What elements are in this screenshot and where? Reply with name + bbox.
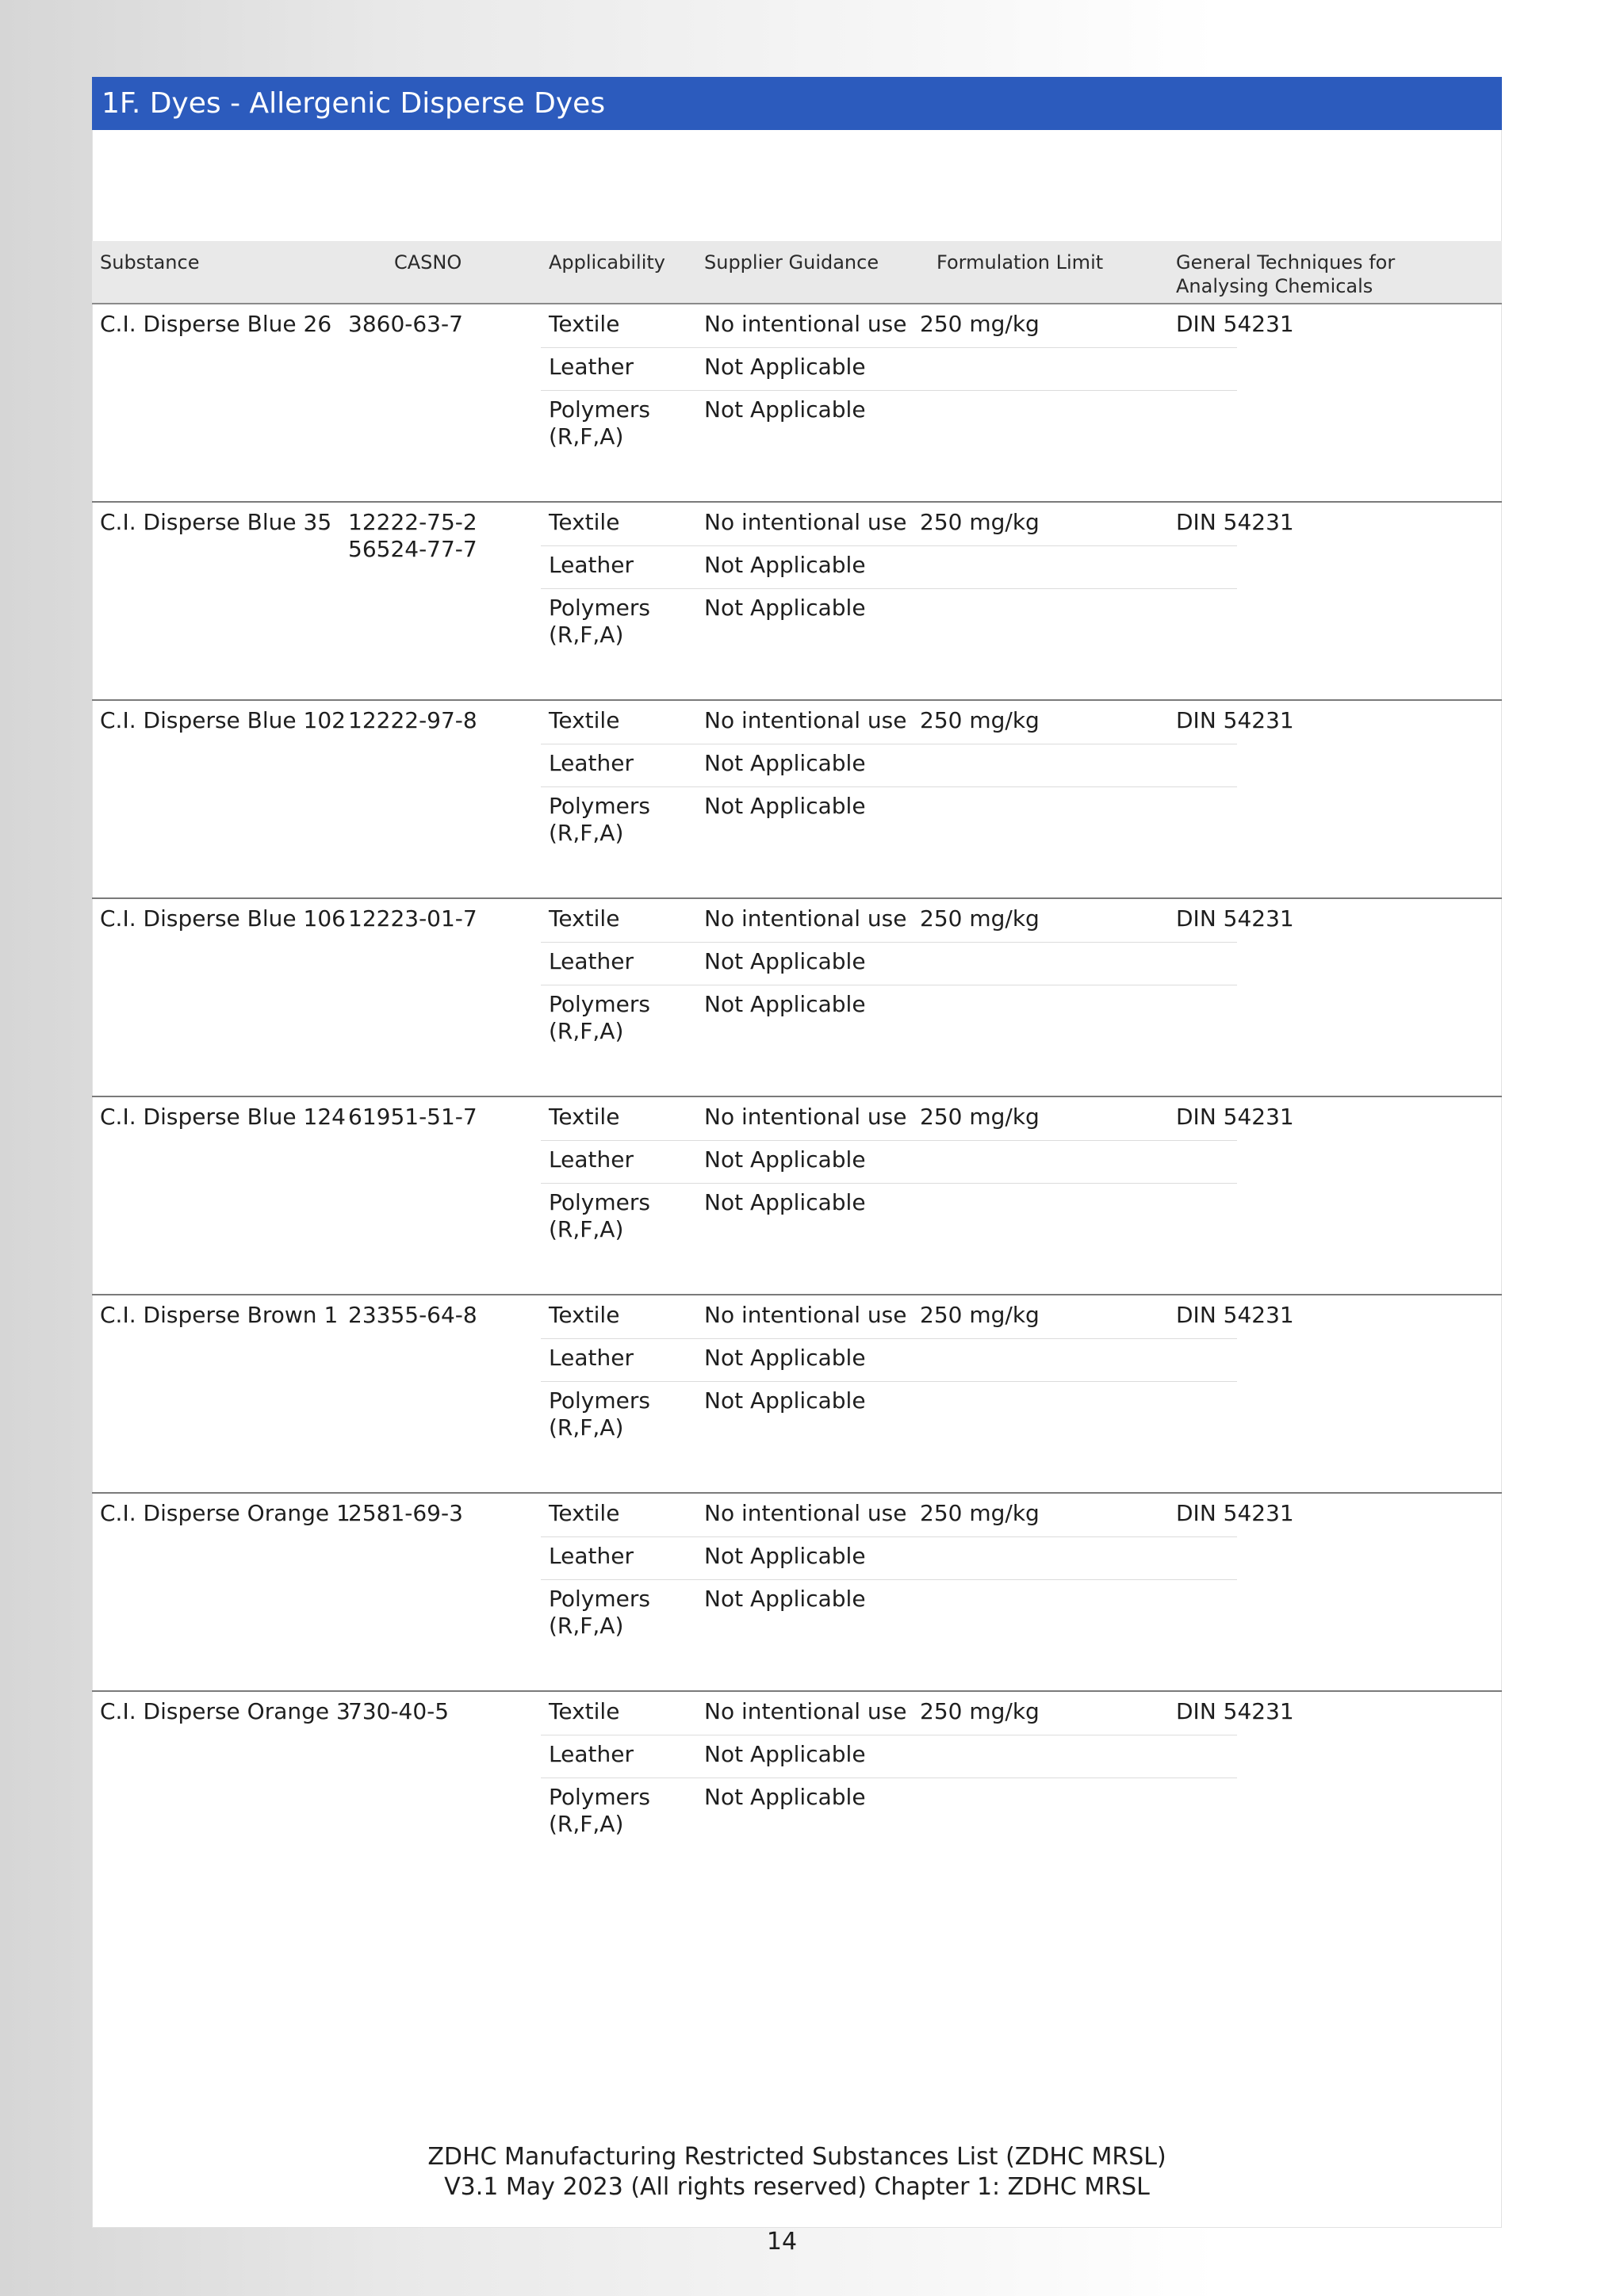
table-row: [92, 1097, 1502, 1295]
applicability-material: Textile: [549, 1698, 620, 1724]
applicability-material: Textile: [549, 1104, 620, 1130]
applicability-material: Textile: [549, 509, 620, 535]
supplier-guidance: Not Applicable: [704, 1784, 866, 1810]
applicability-row: [541, 899, 1237, 943]
applicability-row: [541, 786, 1237, 850]
supplier-guidance: Not Applicable: [704, 1146, 866, 1173]
supplier-guidance: No intentional use: [704, 1104, 907, 1130]
table-row: [92, 304, 1502, 503]
substance-name: C.I. Disperse Blue 124: [100, 1104, 346, 1130]
substance-name: C.I. Disperse Orange 3: [100, 1698, 350, 1724]
supplier-guidance: Not Applicable: [704, 552, 866, 578]
supplier-guidance: No intentional use: [704, 509, 907, 535]
section-title: 1F. Dyes - Allergenic Disperse Dyes: [92, 77, 1502, 130]
applicability-row: [541, 1536, 1237, 1580]
applicability-material: Polymers (R,F,A): [549, 1387, 650, 1441]
applicability-material: Textile: [549, 1500, 620, 1526]
header-formulation-limit: Formulation Limit: [936, 251, 1104, 274]
applicability-material: Leather: [549, 1345, 634, 1371]
supplier-guidance: Not Applicable: [704, 595, 866, 621]
applicability-material: Polymers (R,F,A): [549, 793, 650, 846]
supplier-guidance: Not Applicable: [704, 1387, 866, 1414]
applicability-material: Polymers (R,F,A): [549, 991, 650, 1044]
cas-number-value: 12223-01-7: [348, 905, 477, 932]
analysis-technique: DIN 54231: [1176, 1698, 1294, 1724]
cas-number: [348, 707, 477, 734]
supplier-guidance: Not Applicable: [704, 354, 866, 380]
formulation-limit: 250 mg/kg: [920, 1500, 1040, 1526]
applicability-material: Leather: [549, 552, 634, 578]
applicability-row: [541, 701, 1237, 744]
applicability-material: Polymers (R,F,A): [549, 595, 650, 648]
page-number: 14: [766, 2228, 798, 2256]
substance-name: C.I. Disperse Blue 26: [100, 311, 332, 337]
cas-number-value: 12222-97-8: [348, 707, 477, 733]
footer-line-1: ZDHC Manufacturing Restricted Substances List (ZDHC MRSL): [427, 2143, 1166, 2171]
supplier-guidance: Not Applicable: [704, 991, 866, 1017]
header-techniques: General Techniques for Analysing Chemicals: [1176, 251, 1396, 297]
supplier-guidance: Not Applicable: [704, 793, 866, 819]
analysis-technique: DIN 54231: [1176, 905, 1294, 932]
substance-name: C.I. Disperse Orange 1: [100, 1500, 350, 1526]
applicability-row: [541, 390, 1237, 453]
formulation-limit: 250 mg/kg: [920, 509, 1040, 535]
applicability-material: Leather: [549, 1146, 634, 1173]
analysis-technique: DIN 54231: [1176, 707, 1294, 733]
table-row: [92, 1692, 1502, 1890]
cas-number-value: 23355-64-8: [348, 1302, 477, 1328]
supplier-guidance: Not Applicable: [704, 1741, 866, 1767]
applicability-row: [541, 985, 1237, 1048]
table-header: [92, 241, 1502, 304]
supplier-guidance: No intentional use: [704, 1500, 907, 1526]
formulation-limit: 250 mg/kg: [920, 311, 1040, 337]
applicability-row: [541, 1579, 1237, 1643]
applicability-row: [541, 1295, 1237, 1339]
applicability-row: [541, 1097, 1237, 1141]
cas-number-value: 730-40-5: [348, 1698, 450, 1724]
applicability-material: Polymers (R,F,A): [549, 1586, 650, 1639]
applicability-row: [541, 1183, 1237, 1246]
supplier-guidance: Not Applicable: [704, 750, 866, 776]
supplier-guidance: Not Applicable: [704, 1345, 866, 1371]
formulation-limit: 250 mg/kg: [920, 1698, 1040, 1724]
formulation-limit: 250 mg/kg: [920, 1104, 1040, 1130]
table-row: [92, 899, 1502, 1097]
applicability-row: [541, 588, 1237, 652]
formulation-limit: 250 mg/kg: [920, 707, 1040, 733]
applicability-material: Textile: [549, 311, 620, 337]
applicability-material: Polymers (R,F,A): [549, 1784, 650, 1837]
analysis-technique: DIN 54231: [1176, 1302, 1294, 1328]
header-substance: Substance: [100, 251, 200, 274]
formulation-limit: 250 mg/kg: [920, 905, 1040, 932]
analysis-technique: DIN 54231: [1176, 1104, 1294, 1130]
applicability-row: [541, 1338, 1237, 1382]
applicability-row: [541, 942, 1237, 985]
supplier-guidance: Not Applicable: [704, 1586, 866, 1612]
cas-number-value: 3860-63-7: [348, 311, 463, 337]
cas-number: [348, 311, 463, 338]
analysis-technique: DIN 54231: [1176, 1500, 1294, 1526]
cas-number-value: 56524-77-7: [348, 536, 477, 562]
substance-name: C.I. Disperse Blue 102: [100, 707, 346, 733]
applicability-material: Leather: [549, 1741, 634, 1767]
supplier-guidance: No intentional use: [704, 1698, 907, 1724]
cas-number: [348, 1698, 449, 1725]
table-row: [92, 503, 1502, 701]
applicability-row: [541, 1494, 1237, 1537]
applicability-row: [541, 347, 1237, 391]
analysis-technique: DIN 54231: [1176, 509, 1294, 535]
cas-number: [348, 1104, 477, 1131]
header-casno: CASNO: [394, 251, 462, 274]
supplier-guidance: No intentional use: [704, 1302, 907, 1328]
header-supplier-guidance: Supplier Guidance: [704, 251, 879, 274]
cas-number: [348, 1500, 463, 1527]
applicability-material: Polymers (R,F,A): [549, 1189, 650, 1242]
cas-number: [348, 905, 477, 932]
applicability-material: Textile: [549, 707, 620, 733]
applicability-material: Leather: [549, 750, 634, 776]
applicability-row: [541, 1735, 1237, 1778]
applicability-row: [541, 1381, 1237, 1445]
supplier-guidance: No intentional use: [704, 905, 907, 932]
footer-line-2: V3.1 May 2023 (All rights reserved) Chapter 1: ZDHC MRSL: [444, 2173, 1150, 2201]
page-footer: [92, 2142, 1502, 2202]
applicability-material: Polymers (R,F,A): [549, 396, 650, 450]
applicability-row: [541, 503, 1237, 546]
applicability-row: [541, 744, 1237, 787]
supplier-guidance: No intentional use: [704, 707, 907, 733]
cas-number: [348, 1302, 477, 1329]
supplier-guidance: Not Applicable: [704, 1543, 866, 1569]
formulation-limit: 250 mg/kg: [920, 1302, 1040, 1328]
supplier-guidance: Not Applicable: [704, 396, 866, 423]
applicability-row: [541, 304, 1237, 348]
applicability-material: Textile: [549, 1302, 620, 1328]
table-row: [92, 1494, 1502, 1692]
applicability-material: Leather: [549, 948, 634, 974]
substance-name: C.I. Disperse Blue 106: [100, 905, 346, 932]
substance-name: C.I. Disperse Blue 35: [100, 509, 332, 535]
substance-name: C.I. Disperse Brown 1: [100, 1302, 339, 1328]
table-row: [92, 1295, 1502, 1494]
applicability-row: [541, 1140, 1237, 1184]
cas-number: [348, 509, 477, 563]
applicability-material: Leather: [549, 354, 634, 380]
applicability-material: Leather: [549, 1543, 634, 1569]
applicability-row: [541, 1692, 1237, 1735]
applicability-row: [541, 1777, 1237, 1841]
cas-number-value: 12222-75-2: [348, 509, 477, 535]
cas-number-value: 61951-51-7: [348, 1104, 477, 1130]
supplier-guidance: No intentional use: [704, 311, 907, 337]
header-applicability: Applicability: [549, 251, 665, 274]
supplier-guidance: Not Applicable: [704, 1189, 866, 1215]
table-row: [92, 701, 1502, 899]
analysis-technique: DIN 54231: [1176, 311, 1294, 337]
cas-number-value: 2581-69-3: [348, 1500, 463, 1526]
applicability-material: Textile: [549, 905, 620, 932]
supplier-guidance: Not Applicable: [704, 948, 866, 974]
applicability-row: [541, 545, 1237, 589]
